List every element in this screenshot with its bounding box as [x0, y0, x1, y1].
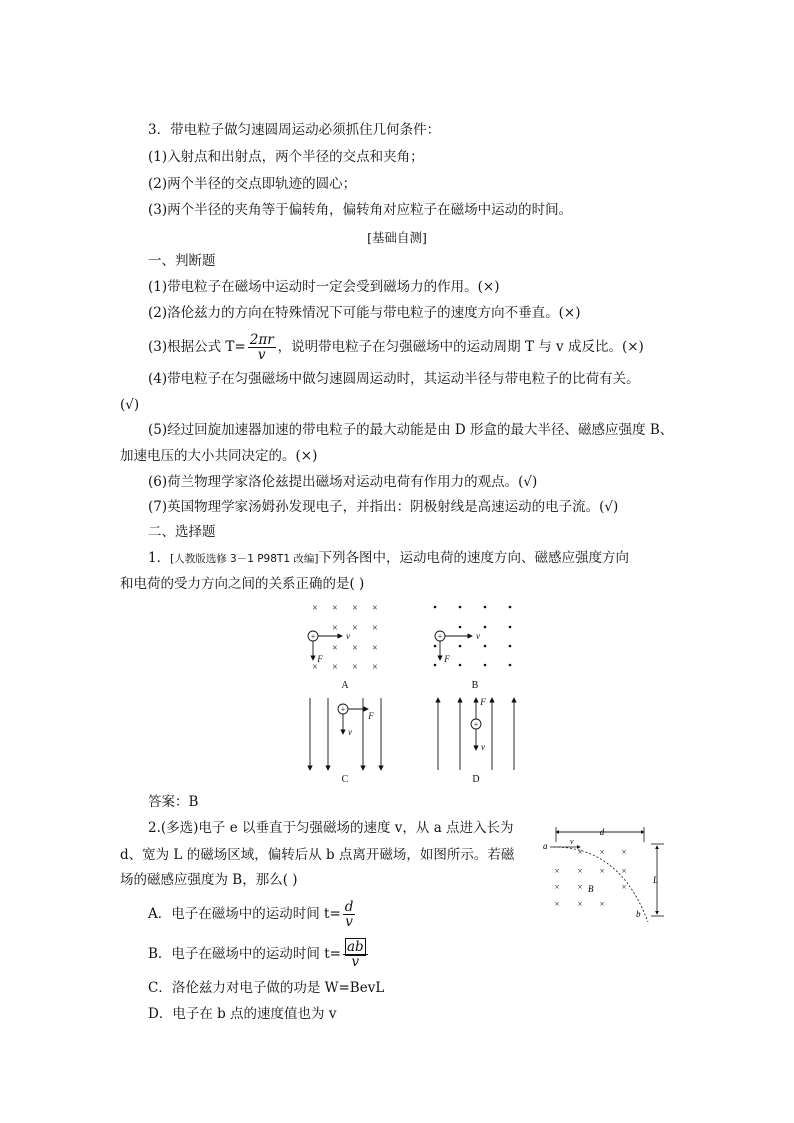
svg-text:×: × [621, 866, 627, 876]
option-a-denominator: v [345, 913, 353, 930]
option-b-fraction [343, 940, 368, 969]
svg-text:×: × [372, 643, 378, 654]
fig2-b-point-label: b [636, 909, 641, 919]
svg-text:×: × [599, 847, 605, 857]
answer: 答案：B [148, 794, 199, 810]
panel-c [310, 698, 381, 785]
choice-q1-text: 下列各图中，运动电荷的速度方向、磁感应强度方向 [318, 550, 629, 566]
panel-c-v-label: v [348, 727, 352, 737]
panel-a [308, 603, 378, 691]
panel-b [434, 606, 512, 691]
svg-text:×: × [554, 899, 560, 909]
choice-q2-line1: 2.(多选)电子 e 以垂直于匀强磁场的速度 v，从 a 点进入长为 [148, 820, 514, 836]
judge-q4-line1: (4)带电粒子在匀强磁场中做匀速圆周运动时，其运动半径与带电粒子的比荷有关。 [148, 371, 640, 387]
panel-c-label: C [341, 774, 349, 785]
judge-q2: (2)洛伦兹力的方向在特殊情况下可能与带电粒子的速度方向不垂直。(×) [148, 305, 581, 321]
option-a-numerator: d [344, 898, 354, 915]
choice-q1-line2: 和电荷的受力方向之间的关系正确的是( ) [120, 576, 365, 592]
q2-figure [540, 822, 670, 924]
svg-text:×: × [577, 899, 583, 909]
fig2-b-field-label: B [588, 884, 594, 894]
option-b [148, 936, 370, 972]
svg-text:+: + [310, 632, 316, 641]
svg-text:×: × [352, 643, 358, 654]
svg-text:×: × [332, 603, 338, 614]
svg-text:×: × [621, 882, 627, 892]
fig2-v-label: v [570, 837, 574, 846]
svg-text:×: × [352, 603, 358, 614]
judge-q3-numerator: 2πr [249, 331, 274, 348]
option-b-text: B．电子在磁场中的运动时间 t= [148, 946, 341, 962]
judge-q1: (1)带电粒子在磁场中运动时一定会受到磁场力的作用。(×) [148, 279, 500, 295]
judge-title: 一、判断题 [148, 253, 216, 269]
section3-item-3: (3)两个半径的夹角等于偏转角，偏转角对应粒子在磁场中运动的时间。 [148, 202, 573, 218]
svg-text:×: × [577, 882, 583, 892]
panel-d-v-label: v [481, 742, 485, 752]
choice-q2-line2: d、宽为 L 的磁场区域，偏转后从 b 点离开磁场，如图所示。若磁 [120, 847, 515, 863]
judge-q4-line2: (√) [120, 397, 140, 413]
judge-q3 [148, 330, 644, 364]
svg-text:×: × [352, 662, 358, 673]
section3-item-1: (1)入射点和出射点，两个半径的交点和夹角； [148, 149, 424, 165]
option-b-denominator: v [351, 953, 360, 970]
option-b-numerator: ab [346, 938, 364, 955]
judge-q3-pre: (3)根据公式 T= [148, 339, 246, 355]
svg-text:+: + [340, 705, 346, 714]
svg-text:×: × [332, 662, 338, 673]
svg-text:×: × [332, 623, 338, 634]
svg-text:×: × [332, 643, 338, 654]
judge-q3-denominator: v [257, 346, 266, 363]
choice-q1-line1 [148, 548, 629, 569]
svg-text:×: × [554, 866, 560, 876]
panel-c-f-label: F [368, 711, 374, 721]
svg-text:×: × [372, 623, 378, 634]
svg-text:×: × [352, 623, 358, 634]
panel-b-label: B [471, 680, 479, 691]
panel-a-f-label: F [317, 654, 323, 664]
svg-text:×: × [312, 662, 318, 673]
panel-b-v-label: v [476, 631, 480, 641]
judge-q6: (6)荷兰物理学家洛伦兹提出磁场对运动电荷有作用力的观点。(√) [148, 474, 538, 490]
option-c: C．洛伦兹力对电子做的功是 W=BevL [148, 980, 385, 996]
panel-d-label: D [472, 774, 480, 785]
judge-q5-line1: (5)经过回旋加速器加速的带电粒子的最大动能是由 D 形盒的最大半径、磁感应强度 B、 [148, 422, 674, 438]
judge-q5-line2: 加速电压的大小共同决定的。(×) [120, 448, 318, 464]
judge-q3-post: ，说明带电粒子在匀强磁场中的运动周期 T 与 v 成反比。(×) [277, 339, 644, 355]
option-a-fraction [343, 900, 356, 929]
panel-d-f-label: F [480, 697, 486, 707]
svg-text:×: × [372, 603, 378, 614]
panel-a-label: A [341, 680, 349, 691]
judge-q3-fraction [248, 333, 276, 362]
svg-text:×: × [577, 866, 583, 876]
fig2-a-label: a [543, 841, 548, 851]
choice-q1-source: [人教版选修 3－1 P98T1 改编] [170, 553, 319, 565]
svg-text:+: + [437, 632, 443, 641]
svg-text:×: × [599, 866, 605, 876]
svg-text:+: + [473, 720, 479, 729]
svg-text:×: × [621, 847, 627, 857]
svg-text:×: × [577, 847, 583, 857]
section3-title: 3．带电粒子做匀速圆周运动必须抓住几何条件： [148, 122, 441, 138]
svg-text:×: × [372, 662, 378, 673]
svg-text:×: × [312, 603, 318, 614]
choice-q1-prefix: 1． [148, 550, 171, 566]
q1-figure [290, 598, 530, 786]
panel-b-f-label: F [444, 654, 450, 664]
fig2-l-label: L [653, 875, 659, 885]
option-d: D．电子在 b 点的速度值也为 v [148, 1006, 337, 1022]
svg-text:×: × [599, 899, 605, 909]
panel-a-v-label: v [346, 631, 350, 641]
svg-text:×: × [554, 882, 560, 892]
choice-title: 二、选择题 [148, 524, 216, 540]
fig2-d-label: d [599, 827, 605, 837]
option-a [148, 896, 357, 932]
choice-q2-line3: 场的磁感应强度为 B，那么( ) [120, 872, 298, 888]
judge-q7: (7)英国物理学家汤姆孙发现电子，并指出：阴极射线是高速运动的电子流。(√) [148, 499, 619, 515]
panel-d [438, 697, 514, 785]
option-a-text: A．电子在磁场中的运动时间 t= [148, 906, 341, 922]
heading-basic-self-test: [基础自测] [367, 230, 427, 245]
section3-item-2: (2)两个半径的交点即轨迹的圆心； [148, 176, 357, 192]
